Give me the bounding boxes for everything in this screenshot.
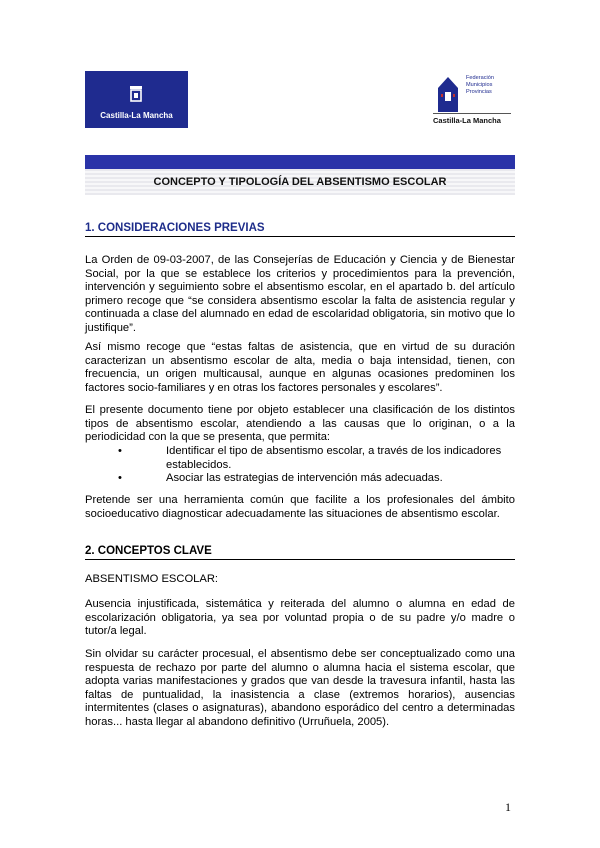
crown-emblem-icon xyxy=(128,84,144,104)
page-number: 1 xyxy=(505,800,511,814)
paragraph: Ausencia injustificada, sistemática y reiterada del alumno o alumna en edad de escolarización obligatoria, ya sea por voluntad propia o de su padre y/o madre o tutor/a legal. xyxy=(85,598,515,637)
section-heading-conceptos: 2. CONCEPTOS CLAVE xyxy=(85,545,515,560)
document-title-bar xyxy=(85,155,515,195)
paragraph: Sin olvidar su carácter procesual, el absentismo debe ser conceptualizado como una respuesta de rechazo por parte del alumno o alumna hacia el sistema escolar, que adopta varias manifestaciones y grados que van desde la travesura infantil, hasta las faltas de puntualidad, la inasistencia a clase (extremos horarios), ausencias intermitentes (clases o asignaturas), abandono esporádico del centro a determinadas horas... hasta llegar al abandono definitivo (Urruñuela, 2005). xyxy=(85,648,515,728)
right-logo-label: Castilla-La Mancha xyxy=(433,116,501,125)
federacion-text: Federación Municipios Provincias xyxy=(466,75,494,95)
federacion-municipios-logo xyxy=(431,71,515,129)
bullet-icon: • xyxy=(118,472,122,484)
castle-tower-icon xyxy=(434,74,462,112)
left-logo-label: Castilla-La Mancha xyxy=(100,111,173,120)
castilla-la-mancha-logo xyxy=(85,71,188,128)
paragraph: La Orden de 09-03-2007, de las Consejerías de Educación y Ciencia y de Bienestar Social, por la que se establece los criterios y procedimientos para la prevención, intervención y seguimiento sobre el absentismo escolar, en el apartado b. del artículo primero recoge que “se considera absentismo escolar la falta de asistencia regular y continuada a clase del alumnado en edad de escolaridad obligatoria, sin motivo que lo justifique”. xyxy=(85,254,515,334)
logo-divider xyxy=(433,113,511,114)
section-heading-consideraciones: 1. CONSIDERACIONES PREVIAS xyxy=(85,222,515,237)
paragraph: Pretende ser una herramienta común que facilite a los profesionales del ámbito socioeducativo diagnosticar adecuadamente las situaciones de absentismo escolar. xyxy=(85,494,515,520)
paragraph: Así mismo recoge que “estas faltas de asistencia, que en virtud de su duración caracterizan un absentismo escolar de alta, media o baja intensidad, tienen, con frecuencia, un origen multicausal, aunque en algunas ocasiones predominen los factores socio-familiares y en otras los factores personales y escolares”. xyxy=(85,341,515,394)
document-title: CONCEPTO Y TIPOLOGÍA DEL ABSENTISMO ESCOLAR xyxy=(85,169,515,195)
paragraph: El presente documento tiene por objeto establecer una clasificación de los distintos tipos de absentismo escolar, atendiendo a las causas que lo originan, o a la periodicidad con la que se presenta, que permita: xyxy=(85,404,515,443)
bullet-icon: • xyxy=(118,445,122,457)
subheading-absentismo: ABSENTISMO ESCOLAR: xyxy=(85,573,219,585)
